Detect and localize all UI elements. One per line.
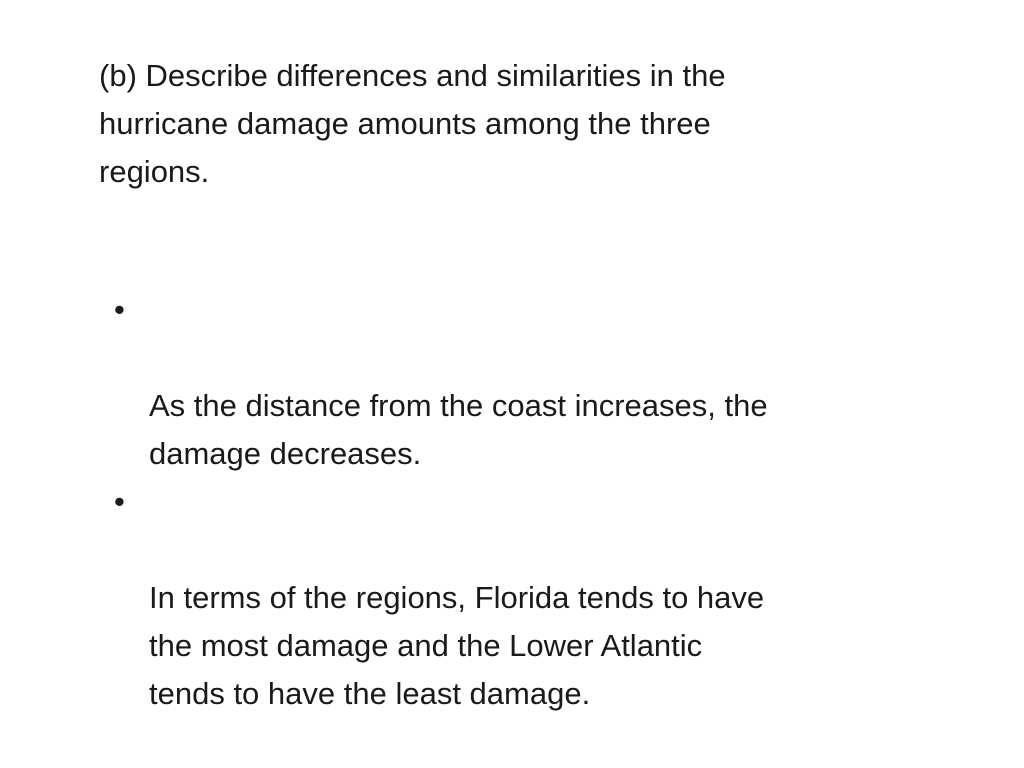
- bullet-marker: •: [114, 292, 125, 327]
- answer-bullet-list: [114, 286, 904, 718]
- bullet-marker: •: [114, 484, 125, 519]
- bullet-text: As the distance from the coast increases, the damage decreases.: [149, 388, 768, 471]
- question-text: (b) Describe differences and similarities in the hurricane damage amounts among the three regions.: [99, 58, 726, 189]
- bullet-text: In terms of the regions, Florida tends to have the most damage and the Lower Atlantic tends to have the least damage.: [149, 580, 765, 711]
- bullet-item: [114, 286, 904, 478]
- bullet-item: [114, 478, 904, 718]
